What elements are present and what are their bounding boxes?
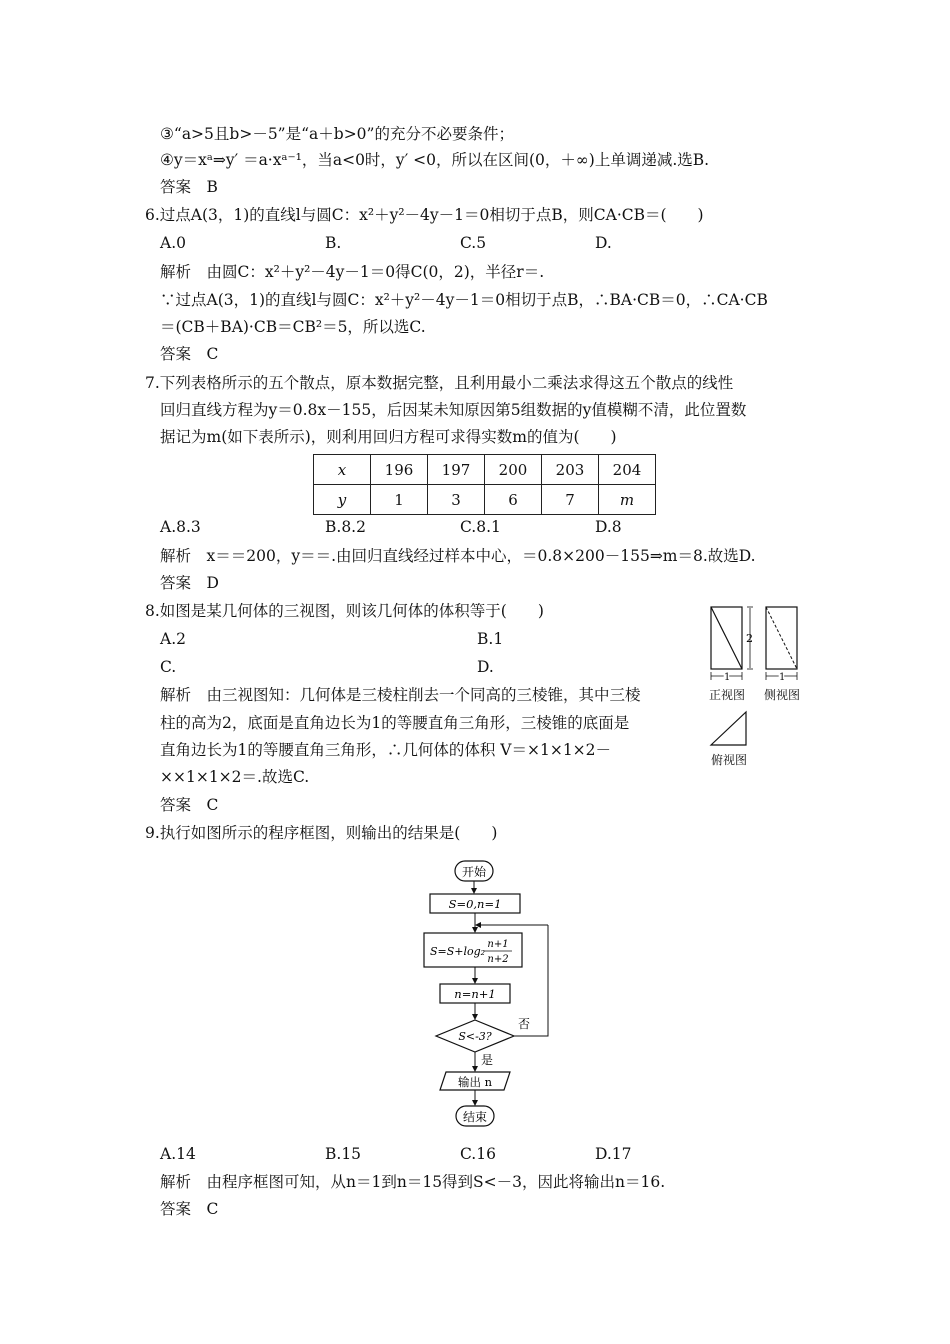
q8-answer: 答案 C (160, 796, 219, 814)
table-cell: 3 (428, 485, 485, 515)
height-dimension-label: 2 (746, 632, 753, 645)
table-row-y (314, 485, 656, 515)
q7-stem-2: 回归直线方程为y＝0.8x－155，后因某未知原因第5组数据的y值模糊不清，此位置数 (160, 401, 747, 419)
q7-option-a: A.8.3 (160, 518, 201, 536)
q6-analysis-1: 解析 由圆C：x²＋y²－4y－1＝0得C(0，2)，半径r＝. (160, 263, 545, 281)
q7-stem-1: 7.下列表格所示的五个散点，原本数据完整，且利用最小二乘法求得这五个散点的线性 (145, 374, 734, 392)
q9-option-b: B.15 (325, 1145, 362, 1163)
prev-line-3: ③“a>5且b>－5”是“a＋b>0”的充分不必要条件； (160, 125, 514, 143)
q8-analysis-2: 柱的高为2，底面是直角边长为1的等腰直角三角形，三棱锥的底面是 (160, 714, 630, 732)
q6-option-d: D. (595, 234, 612, 252)
flow-update-n-label: n=n+1 (454, 987, 496, 1001)
q6-answer: 答案 C (160, 345, 219, 363)
table-header-x: x (314, 455, 371, 485)
q7-option-d: D.8 (595, 518, 622, 536)
flow-decision-label: S<-3? (458, 1030, 492, 1043)
q7-answer: 答案 D (160, 574, 219, 592)
q9-analysis: 解析 由程序框图可知，从n＝1到n＝15得到S<－3，因此将输出n＝16. (160, 1173, 666, 1191)
q8-option-a: A.2 (160, 630, 186, 648)
q8-stem: 8.如图是某几何体的三视图，则该几何体的体积等于( ) (145, 602, 544, 620)
q6-option-b: B. (325, 234, 342, 252)
q8-option-d: D. (477, 658, 494, 676)
table-cell: 203 (542, 455, 599, 485)
table-cell: 7 (542, 485, 599, 515)
q6-stem: 6.过点A(3，1)的直线l与圆C：x²＋y²－4y－1＝0相切于点B，则CA·CB＝( ) (145, 206, 704, 224)
q9-option-a: A.14 (160, 1145, 196, 1163)
q7-analysis: 解析 x＝＝200，y＝＝.由回归直线经过样本中心，＝0.8×200－155⇒m＝8.故选D. (160, 547, 756, 565)
q9-answer: 答案 C (160, 1200, 219, 1218)
table-cell: 204 (599, 455, 656, 485)
q8-analysis-1: 解析 由三视图知：几何体是三棱柱削去一个同高的三棱锥，其中三棱 (160, 686, 641, 704)
table-row-x (314, 455, 656, 485)
q6-option-c: C.5 (460, 234, 487, 252)
table-cell: 197 (428, 455, 485, 485)
q7-option-c: C.8.1 (460, 518, 501, 536)
table-cell: 6 (485, 485, 542, 515)
q9-stem: 9.执行如图所示的程序框图，则输出的结果是( ) (145, 824, 498, 842)
q6-analysis-2: ∵过点A(3，1)的直线l与圆C：x²＋y²－4y－1＝0相切于点B，∴BA·CB＝0，∴CA·CB (160, 291, 768, 309)
q6-option-a: A.0 (160, 234, 186, 252)
table-cell: m (599, 485, 656, 515)
flow-output-label: 输出 n (457, 1075, 493, 1089)
side-view-caption: 侧视图 (764, 688, 801, 702)
front-view-caption: 正视图 (709, 688, 746, 702)
table-cell: 1 (371, 485, 428, 515)
scatter-data-table (313, 454, 656, 515)
flow-fraction-denominator: n+2 (487, 954, 509, 965)
flow-update-s-label: S=S+log₂ (430, 945, 486, 958)
side-width-label: 1 (779, 672, 786, 683)
side-view-hidden-edge (766, 607, 797, 669)
flow-fraction-numerator: n+1 (487, 939, 509, 950)
top-view-triangle (711, 712, 746, 745)
q9-option-d: D.17 (595, 1145, 632, 1163)
program-flowchart (420, 855, 570, 1135)
flow-end-label: 结束 (462, 1110, 488, 1124)
flow-init-label: S=0,n=1 (448, 897, 502, 911)
flow-no-label: 否 (518, 1017, 531, 1031)
prev-line-4: ④y＝xᵃ⇒y′ ＝a·xᵃ⁻¹，当a<0时，y′ <0，所以在区间(0，＋∞)上单调递减.选B. (160, 151, 710, 169)
q8-analysis-4: ××1×1×2＝.故选C. (160, 768, 310, 786)
table-header-y: y (314, 485, 371, 515)
q8-option-c: C. (160, 658, 177, 676)
q7-option-b: B.8.2 (325, 518, 366, 536)
top-view-caption: 俯视图 (711, 753, 748, 767)
front-width-label: 1 (724, 672, 731, 683)
table-cell: 196 (371, 455, 428, 485)
q8-analysis-3: 直角边长为1的等腰直角三角形，∴几何体的体积 V＝×1×1×2－ (160, 741, 612, 759)
front-view-diagonal (711, 607, 742, 669)
q9-option-c: C.16 (460, 1145, 496, 1163)
prev-answer: 答案 B (160, 178, 218, 196)
table-cell: 200 (485, 455, 542, 485)
q6-analysis-3: ＝(CB＋BA)·CB＝CB²＝5，所以选C. (160, 318, 426, 336)
flow-start-label: 开始 (461, 865, 487, 879)
flow-yes-label: 是 (481, 1053, 494, 1067)
q7-stem-3: 据记为m(如下表所示)，则利用回归方程可求得实数m的值为( ) (160, 428, 617, 446)
q8-option-b: B.1 (477, 630, 504, 648)
